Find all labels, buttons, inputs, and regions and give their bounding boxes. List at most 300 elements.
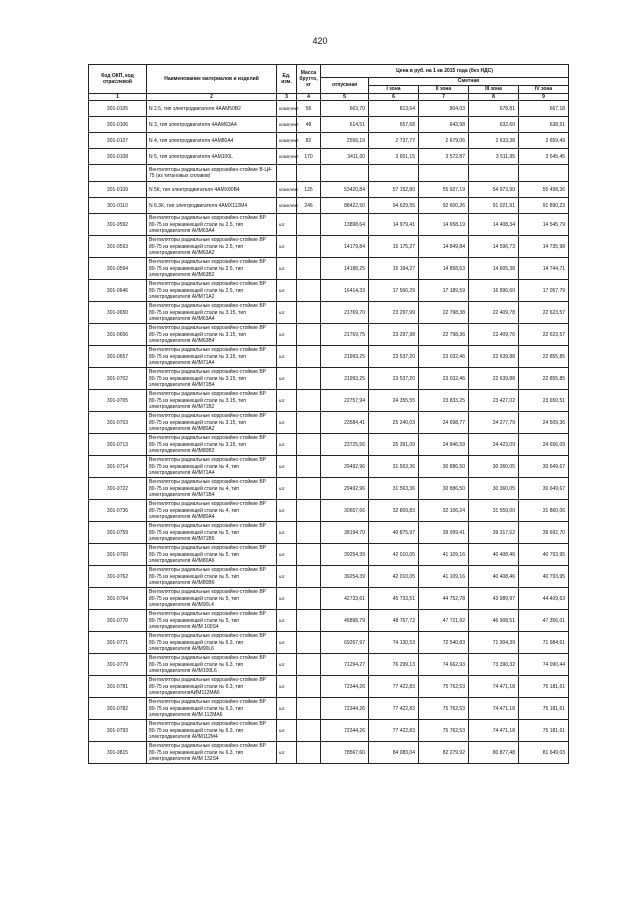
cell-zone-4: 22 855,85 <box>519 346 569 368</box>
cell-zone-1: 23 297,98 <box>369 324 419 346</box>
cell-price: 72344,26 <box>321 698 369 720</box>
cell-unit: шт. <box>277 434 297 456</box>
table-row <box>89 632 569 654</box>
index-cell: 7 <box>419 94 469 101</box>
cell-mass <box>297 742 321 764</box>
cell-zone-3 <box>469 165 519 182</box>
table-row <box>89 456 569 478</box>
cell-price: 72344,26 <box>321 676 369 698</box>
cell-unit: комплект <box>277 182 297 198</box>
header-zone-4: IV зона <box>519 86 569 94</box>
cell-unit: шт. <box>277 676 297 698</box>
cell-price: 88422,50 <box>321 198 369 214</box>
table-row <box>89 522 569 544</box>
cell-zone-3: 23 427,02 <box>469 390 519 412</box>
cell-zone-3: 3 511,95 <box>469 149 519 165</box>
cell-price: 72344,26 <box>321 720 369 742</box>
header-price-title: Цена в руб. на 1 кв 2015 года (без НДС) <box>321 65 569 78</box>
cell-zone-3: 40 408,46 <box>469 544 519 566</box>
cell-zone-2: 55 927,19 <box>419 182 469 198</box>
cell-code: 301-0736 <box>89 500 147 522</box>
cell-mass <box>297 500 321 522</box>
index-cell: 9 <box>519 94 569 101</box>
cell-mass <box>297 434 321 456</box>
cell-code: 301-0705 <box>89 390 147 412</box>
cell-zone-4: 14 545,79 <box>519 214 569 236</box>
cell-zone-1: 42 010,05 <box>369 566 419 588</box>
cell-zone-3: 678,81 <box>469 101 519 117</box>
cell-zone-3: 46 908,51 <box>469 610 519 632</box>
cell-mass <box>297 676 321 698</box>
cell-zone-1: 657,68 <box>369 117 419 133</box>
header-otpusk: отпускная <box>321 78 369 94</box>
cell-zone-4: 24 656,09 <box>519 434 569 456</box>
cell-unit: шт. <box>277 742 297 764</box>
cell-price: 29492,96 <box>321 456 369 478</box>
cell-zone-2: 17 189,59 <box>419 280 469 302</box>
cell-mass <box>297 368 321 390</box>
cell-code: 301-0650 <box>89 302 147 324</box>
cell-mass <box>297 544 321 566</box>
cell-mass <box>297 478 321 500</box>
cell-price: 30657,66 <box>321 500 369 522</box>
cell-zone-1: 77 422,83 <box>369 720 419 742</box>
cell-unit: комплект <box>277 149 297 165</box>
cell-name: Вентиляторы радиальные коррозийно-стойкие ВР 80-75 из нержавеющей стали № 5, тип электродвигателя АИМ71В6 <box>147 522 277 544</box>
cell-price: 53420,84 <box>321 182 369 198</box>
cell-zone-2: 41 109,16 <box>419 544 469 566</box>
header-name: Наименование материалов и изделий <box>147 65 277 94</box>
cell-unit <box>277 165 297 182</box>
cell-code: 301-0759 <box>89 522 147 544</box>
cell-mass <box>297 324 321 346</box>
cell-zone-2: 74 662,93 <box>419 654 469 676</box>
cell-zone-4: 55 498,36 <box>519 182 569 198</box>
cell-unit: комплект <box>277 117 297 133</box>
cell-zone-4: 75 181,61 <box>519 698 569 720</box>
cell-zone-4: 81 649,03 <box>519 742 569 764</box>
price-table <box>88 64 569 764</box>
cell-name: Вентиляторы радиальные коррозийно-стойкие ВР 80-75 из нержавеющей стали № 6.3, тип электродвигателя АИМ 112МА6 <box>147 698 277 720</box>
cell-zone-2 <box>419 165 469 182</box>
cell-code: 301-0594 <box>89 258 147 280</box>
cell-unit: шт. <box>277 302 297 324</box>
cell-zone-2: 82 279,92 <box>419 742 469 764</box>
cell-zone-2: 14 849,84 <box>419 236 469 258</box>
cell-price: 16414,33 <box>321 280 369 302</box>
cell-price: 69267,97 <box>321 632 369 654</box>
table-row <box>89 324 569 346</box>
cell-price: 23584,41 <box>321 412 369 434</box>
table-row <box>89 390 569 412</box>
cell-unit: шт. <box>277 522 297 544</box>
cell-mass <box>297 610 321 632</box>
cell-zone-4: 23 650,51 <box>519 390 569 412</box>
cell-mass <box>297 654 321 676</box>
cell-zone-4: 22 855,85 <box>519 368 569 390</box>
cell-unit: комплект <box>277 198 297 214</box>
header-unit: Ед. изм. <box>277 65 297 94</box>
cell-unit: шт. <box>277 324 297 346</box>
cell-zone-3: 74 471,18 <box>469 720 519 742</box>
cell-zone-1: 23 537,20 <box>369 368 419 390</box>
cell-zone-1: 14 979,41 <box>369 214 419 236</box>
table-row <box>89 302 569 324</box>
cell-name: Вентиляторы радиальные коррозийно-стойкие ВР 80-75 из нержавеющей стали № 6.3, тип электродвигателя АИМ100L6 <box>147 654 277 676</box>
cell-name: N 6.3К, тип электродвигателя 4АМХ112М4 <box>147 198 277 214</box>
table-row <box>89 236 569 258</box>
cell-mass: 56 <box>297 101 321 117</box>
table-row <box>89 165 569 182</box>
cell-zone-1: 77 422,83 <box>369 676 419 698</box>
cell-zone-1: 84 083,04 <box>369 742 419 764</box>
cell-mass <box>297 566 321 588</box>
cell-zone-4: 14 735,98 <box>519 236 569 258</box>
cell-price: 42733,61 <box>321 588 369 610</box>
cell-zone-3: 39 317,62 <box>469 522 519 544</box>
cell-zone-3: 2 633,38 <box>469 133 519 149</box>
cell-code: 301-0105 <box>89 101 147 117</box>
cell-zone-1: 45 733,51 <box>369 588 419 610</box>
cell-zone-1: 24 355,55 <box>369 390 419 412</box>
cell-zone-4: 74 090,44 <box>519 654 569 676</box>
cell-price: 39254,39 <box>321 566 369 588</box>
index-cell: 3 <box>277 94 297 101</box>
cell-zone-2: 23 833,25 <box>419 390 469 412</box>
cell-name: Вентиляторы радиальные коррозийно-стойкие ВР 80-75 из нержавеющей стали № 3.15, тип электродвигателя АИМ63В4 <box>147 324 277 346</box>
table-row <box>89 117 569 133</box>
cell-price: 2556,19 <box>321 133 369 149</box>
cell-unit: шт. <box>277 500 297 522</box>
cell-mass <box>297 698 321 720</box>
cell-code: 301-0713 <box>89 434 147 456</box>
cell-mass <box>297 165 321 182</box>
index-cell: 2 <box>147 94 277 101</box>
table-row <box>89 214 569 236</box>
cell-zone-3: 16 896,60 <box>469 280 519 302</box>
cell-zone-2: 72 540,83 <box>419 632 469 654</box>
cell-code: 301-0764 <box>89 588 147 610</box>
cell-zone-2: 75 762,53 <box>419 698 469 720</box>
cell-unit: комплект <box>277 133 297 149</box>
cell-zone-2: 41 109,16 <box>419 566 469 588</box>
cell-zone-1: 32 809,83 <box>369 500 419 522</box>
cell-zone-3: 74 471,18 <box>469 676 519 698</box>
cell-code: 301-0781 <box>89 676 147 698</box>
cell-price <box>321 165 369 182</box>
cell-zone-2: 75 762,53 <box>419 676 469 698</box>
index-cell: 4 <box>297 94 321 101</box>
cell-code: 301-0793 <box>89 720 147 742</box>
table-row <box>89 182 569 198</box>
cell-name: Вентиляторы радиальные коррозийно-стойкие ВР 80-75 из нержавеющей стали № 3.15, тип электродвигателя АИМ80А2 <box>147 412 277 434</box>
cell-price: 23725,56 <box>321 434 369 456</box>
cell-name: N 5, тип электродвигателя 4АМ100L <box>147 149 277 165</box>
table-row <box>89 500 569 522</box>
cell-zone-1: 76 299,13 <box>369 654 419 676</box>
table-row <box>89 654 569 676</box>
table-row <box>89 742 569 764</box>
cell-zone-4: 75 181,61 <box>519 720 569 742</box>
cell-zone-1: 23 537,20 <box>369 346 419 368</box>
cell-zone-4: 638,51 <box>519 117 569 133</box>
header-zone-2: II зона <box>419 86 469 94</box>
cell-code: 301-0108 <box>89 149 147 165</box>
cell-zone-4: 22 623,57 <box>519 324 569 346</box>
cell-zone-2: 92 600,26 <box>419 198 469 214</box>
table-row <box>89 588 569 610</box>
cell-name: N 3, тип электродвигателя 4ААМ63А4 <box>147 117 277 133</box>
cell-unit: шт. <box>277 280 297 302</box>
table-row <box>89 720 569 742</box>
cell-unit: шт. <box>277 588 297 610</box>
cell-zone-1: 3 651,15 <box>369 149 419 165</box>
cell-code <box>89 165 147 182</box>
cell-price: 614,51 <box>321 117 369 133</box>
cell-price: 21993,25 <box>321 346 369 368</box>
cell-zone-2: 23 032,46 <box>419 368 469 390</box>
cell-name: Вентиляторы радиальные коррозийно-стойкие ВР 80-75 из нержавеющей стали № 4, тип электродвигателя АИМ80А4 <box>147 500 277 522</box>
cell-zone-2: 39 999,41 <box>419 522 469 544</box>
cell-unit: шт. <box>277 654 297 676</box>
cell-price: 22757,94 <box>321 390 369 412</box>
cell-code: 301-0646 <box>89 280 147 302</box>
cell-mass <box>297 456 321 478</box>
cell-unit: шт. <box>277 236 297 258</box>
cell-zone-4: 40 793,95 <box>519 544 569 566</box>
cell-unit: шт. <box>277 632 297 654</box>
cell-mass <box>297 522 321 544</box>
cell-zone-4: 2 659,49 <box>519 133 569 149</box>
cell-unit: шт. <box>277 544 297 566</box>
cell-zone-3: 14 408,34 <box>469 214 519 236</box>
cell-zone-3: 43 989,97 <box>469 588 519 610</box>
cell-zone-3: 22 639,88 <box>469 346 519 368</box>
cell-zone-3: 40 408,46 <box>469 566 519 588</box>
cell-zone-3: 31 559,00 <box>469 500 519 522</box>
cell-code: 301-0657 <box>89 346 147 368</box>
cell-unit: шт. <box>277 346 297 368</box>
index-cell: 8 <box>469 94 519 101</box>
cell-mass: 125 <box>297 182 321 198</box>
cell-zone-1: 94 629,55 <box>369 198 419 214</box>
cell-zone-2: 22 798,36 <box>419 324 469 346</box>
cell-mass <box>297 236 321 258</box>
cell-zone-1: 31 563,36 <box>369 478 419 500</box>
cell-zone-3: 632,60 <box>469 117 519 133</box>
cell-price: 21769,75 <box>321 324 369 346</box>
cell-name: Вентиляторы радиальные коррозийно-стойкие ВР 80-75 из нержавеющей стали № 2.5, тип электродвигателя АИМ63А2 <box>147 236 277 258</box>
cell-unit: шт. <box>277 214 297 236</box>
cell-unit: шт. <box>277 456 297 478</box>
table-row <box>89 133 569 149</box>
table-row <box>89 198 569 214</box>
cell-zone-1: 17 566,29 <box>369 280 419 302</box>
cell-code: 301-0760 <box>89 544 147 566</box>
cell-name: Вентиляторы радиальные коррозийно-стойкие ВР 80-75 из нержавеющей стали № 4, тип электродвигателя АИМ71А4 <box>147 456 277 478</box>
cell-name: Вентиляторы радиальные коррозийно-стойкие ВР 80-75 из нержавеющей стали № 2.5, тип электродвигателя АИМ63А4 <box>147 214 277 236</box>
cell-code: 301-0771 <box>89 632 147 654</box>
cell-name: Вентиляторы радиальные коррозийно-стойкие ВР 80-75 из нержавеющей стали № 6.3, тип электродвигателя АИМ112М4 <box>147 720 277 742</box>
cell-code: 301-0770 <box>89 610 147 632</box>
table-row <box>89 698 569 720</box>
cell-mass <box>297 258 321 280</box>
cell-zone-1: 57 152,80 <box>369 182 419 198</box>
cell-name: Вентиляторы радиальные коррозийно-стойкие ВР 80-75 из нержавеющей стали № 4, тип электродвигателя АИМ71В4 <box>147 478 277 500</box>
cell-zone-2: 30 886,50 <box>419 456 469 478</box>
cell-zone-2: 44 752,78 <box>419 588 469 610</box>
table-row <box>89 412 569 434</box>
cell-zone-2: 2 679,06 <box>419 133 469 149</box>
cell-zone-2: 14 858,63 <box>419 258 469 280</box>
cell-zone-4: 75 181,61 <box>519 676 569 698</box>
cell-zone-3: 14 596,73 <box>469 236 519 258</box>
cell-mass: 48 <box>297 117 321 133</box>
table-row <box>89 346 569 368</box>
cell-zone-1: 2 737,77 <box>369 133 419 149</box>
cell-zone-2: 3 572,87 <box>419 149 469 165</box>
cell-name: N 5К, тип электродвигателя 4АМХ80В4 <box>147 182 277 198</box>
table-row <box>89 149 569 165</box>
cell-zone-1: 74 130,53 <box>369 632 419 654</box>
cell-name: Вентиляторы радиальные коррозийно-стойкие ВР 80-75 из нержавеющей стали № 5, тип электродвигателя АИМ90L4 <box>147 588 277 610</box>
table-row <box>89 676 569 698</box>
cell-zone-3: 30 360,05 <box>469 478 519 500</box>
cell-name: Вентиляторы радиальные коррозийно-стойкие ВР 80-75 из нержавеющей стали № 5, тип электродвигателя АИМ 100S4 <box>147 610 277 632</box>
cell-unit: шт. <box>277 368 297 390</box>
cell-zone-1: 25 240,03 <box>369 412 419 434</box>
cell-price: 14188,25 <box>321 258 369 280</box>
cell-price: 38194,70 <box>321 522 369 544</box>
cell-mass <box>297 588 321 610</box>
cell-zone-1: 77 422,83 <box>369 698 419 720</box>
cell-zone-1: 15 175,27 <box>369 236 419 258</box>
cell-name: Вентиляторы радиальные коррозийно-стойкие ВР 80-75 из нержавеющей стали № 2.5, тип электродвигателя АИМ63В2 <box>147 258 277 280</box>
table-row <box>89 544 569 566</box>
cell-name: Вентиляторы радиальные коррозийно-стойкие ВР 80-75 из нержавеющей стали № 3.15, тип электродвигателя АИМ71В4 <box>147 368 277 390</box>
cell-zone-2: 30 886,50 <box>419 478 469 500</box>
cell-zone-1: 42 010,05 <box>369 544 419 566</box>
cell-mass <box>297 720 321 742</box>
cell-name: Вентиляторы радиальные коррозийно-стойкие ВР 80-75 из нержавеющей стали № 3.15, тип электродвигателя АИМ80В2 <box>147 434 277 456</box>
cell-name: Вентиляторы радиальные коррозийно-стойкие ВР 80-75 из нержавеющей стали № 3.15, тип электродвигателя АИМ63А4 <box>147 302 277 324</box>
cell-zone-2: 14 658,19 <box>419 214 469 236</box>
cell-zone-3: 22 409,78 <box>469 302 519 324</box>
cell-zone-4 <box>519 165 569 182</box>
cell-mass <box>297 632 321 654</box>
table-row <box>89 368 569 390</box>
cell-code: 301-0106 <box>89 117 147 133</box>
cell-zone-1: 813,64 <box>369 101 419 117</box>
cell-name: Вентиляторы радиальные коррозийно-стойкие ВР 80-75 из нержавеющей стали № 5, тип электродвигателя АИМ80В6 <box>147 566 277 588</box>
cell-zone-4: 30 649,67 <box>519 478 569 500</box>
cell-code: 301-0762 <box>89 566 147 588</box>
cell-name: Вентиляторы радиальные коррозийно-стойкие ВР 80-75 из нержавеющей стали № 6.3, тип электродвигателяАИМ112МА6 <box>147 676 277 698</box>
cell-zone-1: 40 875,97 <box>369 522 419 544</box>
cell-zone-4: 40 793,95 <box>519 566 569 588</box>
cell-unit: шт. <box>277 720 297 742</box>
cell-zone-2: 24 846,59 <box>419 434 469 456</box>
cell-zone-4: 31 860,06 <box>519 500 569 522</box>
table-row <box>89 478 569 500</box>
table-row <box>89 280 569 302</box>
table-row <box>89 258 569 280</box>
cell-unit: шт. <box>277 566 297 588</box>
index-cell: 6 <box>369 94 419 101</box>
cell-price: 45898,79 <box>321 610 369 632</box>
cell-zone-3: 91 021,91 <box>469 198 519 214</box>
cell-unit: шт. <box>277 478 297 500</box>
cell-code: 301-0109 <box>89 182 147 198</box>
index-cell: 1 <box>89 94 147 101</box>
header-zone-3: III зона <box>469 86 519 94</box>
cell-zone-4: 22 623,57 <box>519 302 569 324</box>
cell-code: 301-0714 <box>89 456 147 478</box>
cell-code: 301-0656 <box>89 324 147 346</box>
cell-mass <box>297 302 321 324</box>
cell-price: 71294,27 <box>321 654 369 676</box>
cell-price: 663,70 <box>321 101 369 117</box>
cell-zone-1: 48 767,72 <box>369 610 419 632</box>
cell-zone-4: 24 509,36 <box>519 412 569 434</box>
cell-price: 39254,39 <box>321 544 369 566</box>
cell-mass: 82 <box>297 133 321 149</box>
cell-zone-4: 44 409,63 <box>519 588 569 610</box>
cell-unit: шт. <box>277 258 297 280</box>
cell-zone-1: 31 563,36 <box>369 456 419 478</box>
cell-zone-4: 47 356,01 <box>519 610 569 632</box>
table-row <box>89 101 569 117</box>
table-row <box>89 566 569 588</box>
cell-price: 13898,64 <box>321 214 369 236</box>
cell-zone-2: 643,98 <box>419 117 469 133</box>
cell-zone-2: 24 698,77 <box>419 412 469 434</box>
cell-code: 301-0815 <box>89 742 147 764</box>
cell-zone-4: 3 545,45 <box>519 149 569 165</box>
cell-zone-4: 30 649,67 <box>519 456 569 478</box>
cell-unit: шт. <box>277 610 297 632</box>
cell-name: Вентиляторы радиальные коррозийно-стойкие ВР 80-75 из нержавеющей стали № 3.15, тип электродвигателя АИМ71А4 <box>147 346 277 368</box>
cell-name: N 4, тип электродвигателя 4АМ80А4 <box>147 133 277 149</box>
cell-price: 21993,25 <box>321 368 369 390</box>
cell-code: 301-0592 <box>89 214 147 236</box>
cell-zone-3: 24 423,09 <box>469 434 519 456</box>
cell-zone-3: 30 360,05 <box>469 456 519 478</box>
cell-zone-2: 804,03 <box>419 101 469 117</box>
cell-unit: шт. <box>277 412 297 434</box>
cell-zone-3: 24 277,79 <box>469 412 519 434</box>
header-mass: Масса брутто, кг <box>297 65 321 94</box>
cell-mass <box>297 214 321 236</box>
cell-mass <box>297 346 321 368</box>
cell-zone-3: 22 409,76 <box>469 324 519 346</box>
cell-name: Вентиляторы радиальные коррозийно-стойкие ВР 80-75 из нержавеющей стали № 6.3, тип электродвигателя АИМ90L6 <box>147 632 277 654</box>
cell-zone-4: 667,18 <box>519 101 569 117</box>
cell-zone-3: 22 639,88 <box>469 368 519 390</box>
cell-zone-3: 73 390,32 <box>469 654 519 676</box>
cell-unit: шт. <box>277 698 297 720</box>
header-zone-1: I зона <box>369 86 419 94</box>
cell-name: Вентиляторы радиальные коррозийно-стойкие ВР 80-75 из нержавеющей стали № 5, тип электродвигателя АИМ80А6 <box>147 544 277 566</box>
cell-price: 29492,96 <box>321 478 369 500</box>
cell-zone-2: 23 032,46 <box>419 346 469 368</box>
cell-code: 301-0782 <box>89 698 147 720</box>
cell-zone-1: 23 297,99 <box>369 302 419 324</box>
cell-zone-4: 39 692,70 <box>519 522 569 544</box>
cell-zone-4: 17 057,79 <box>519 280 569 302</box>
cell-price: 3411,00 <box>321 149 369 165</box>
cell-zone-2: 75 762,53 <box>419 720 469 742</box>
